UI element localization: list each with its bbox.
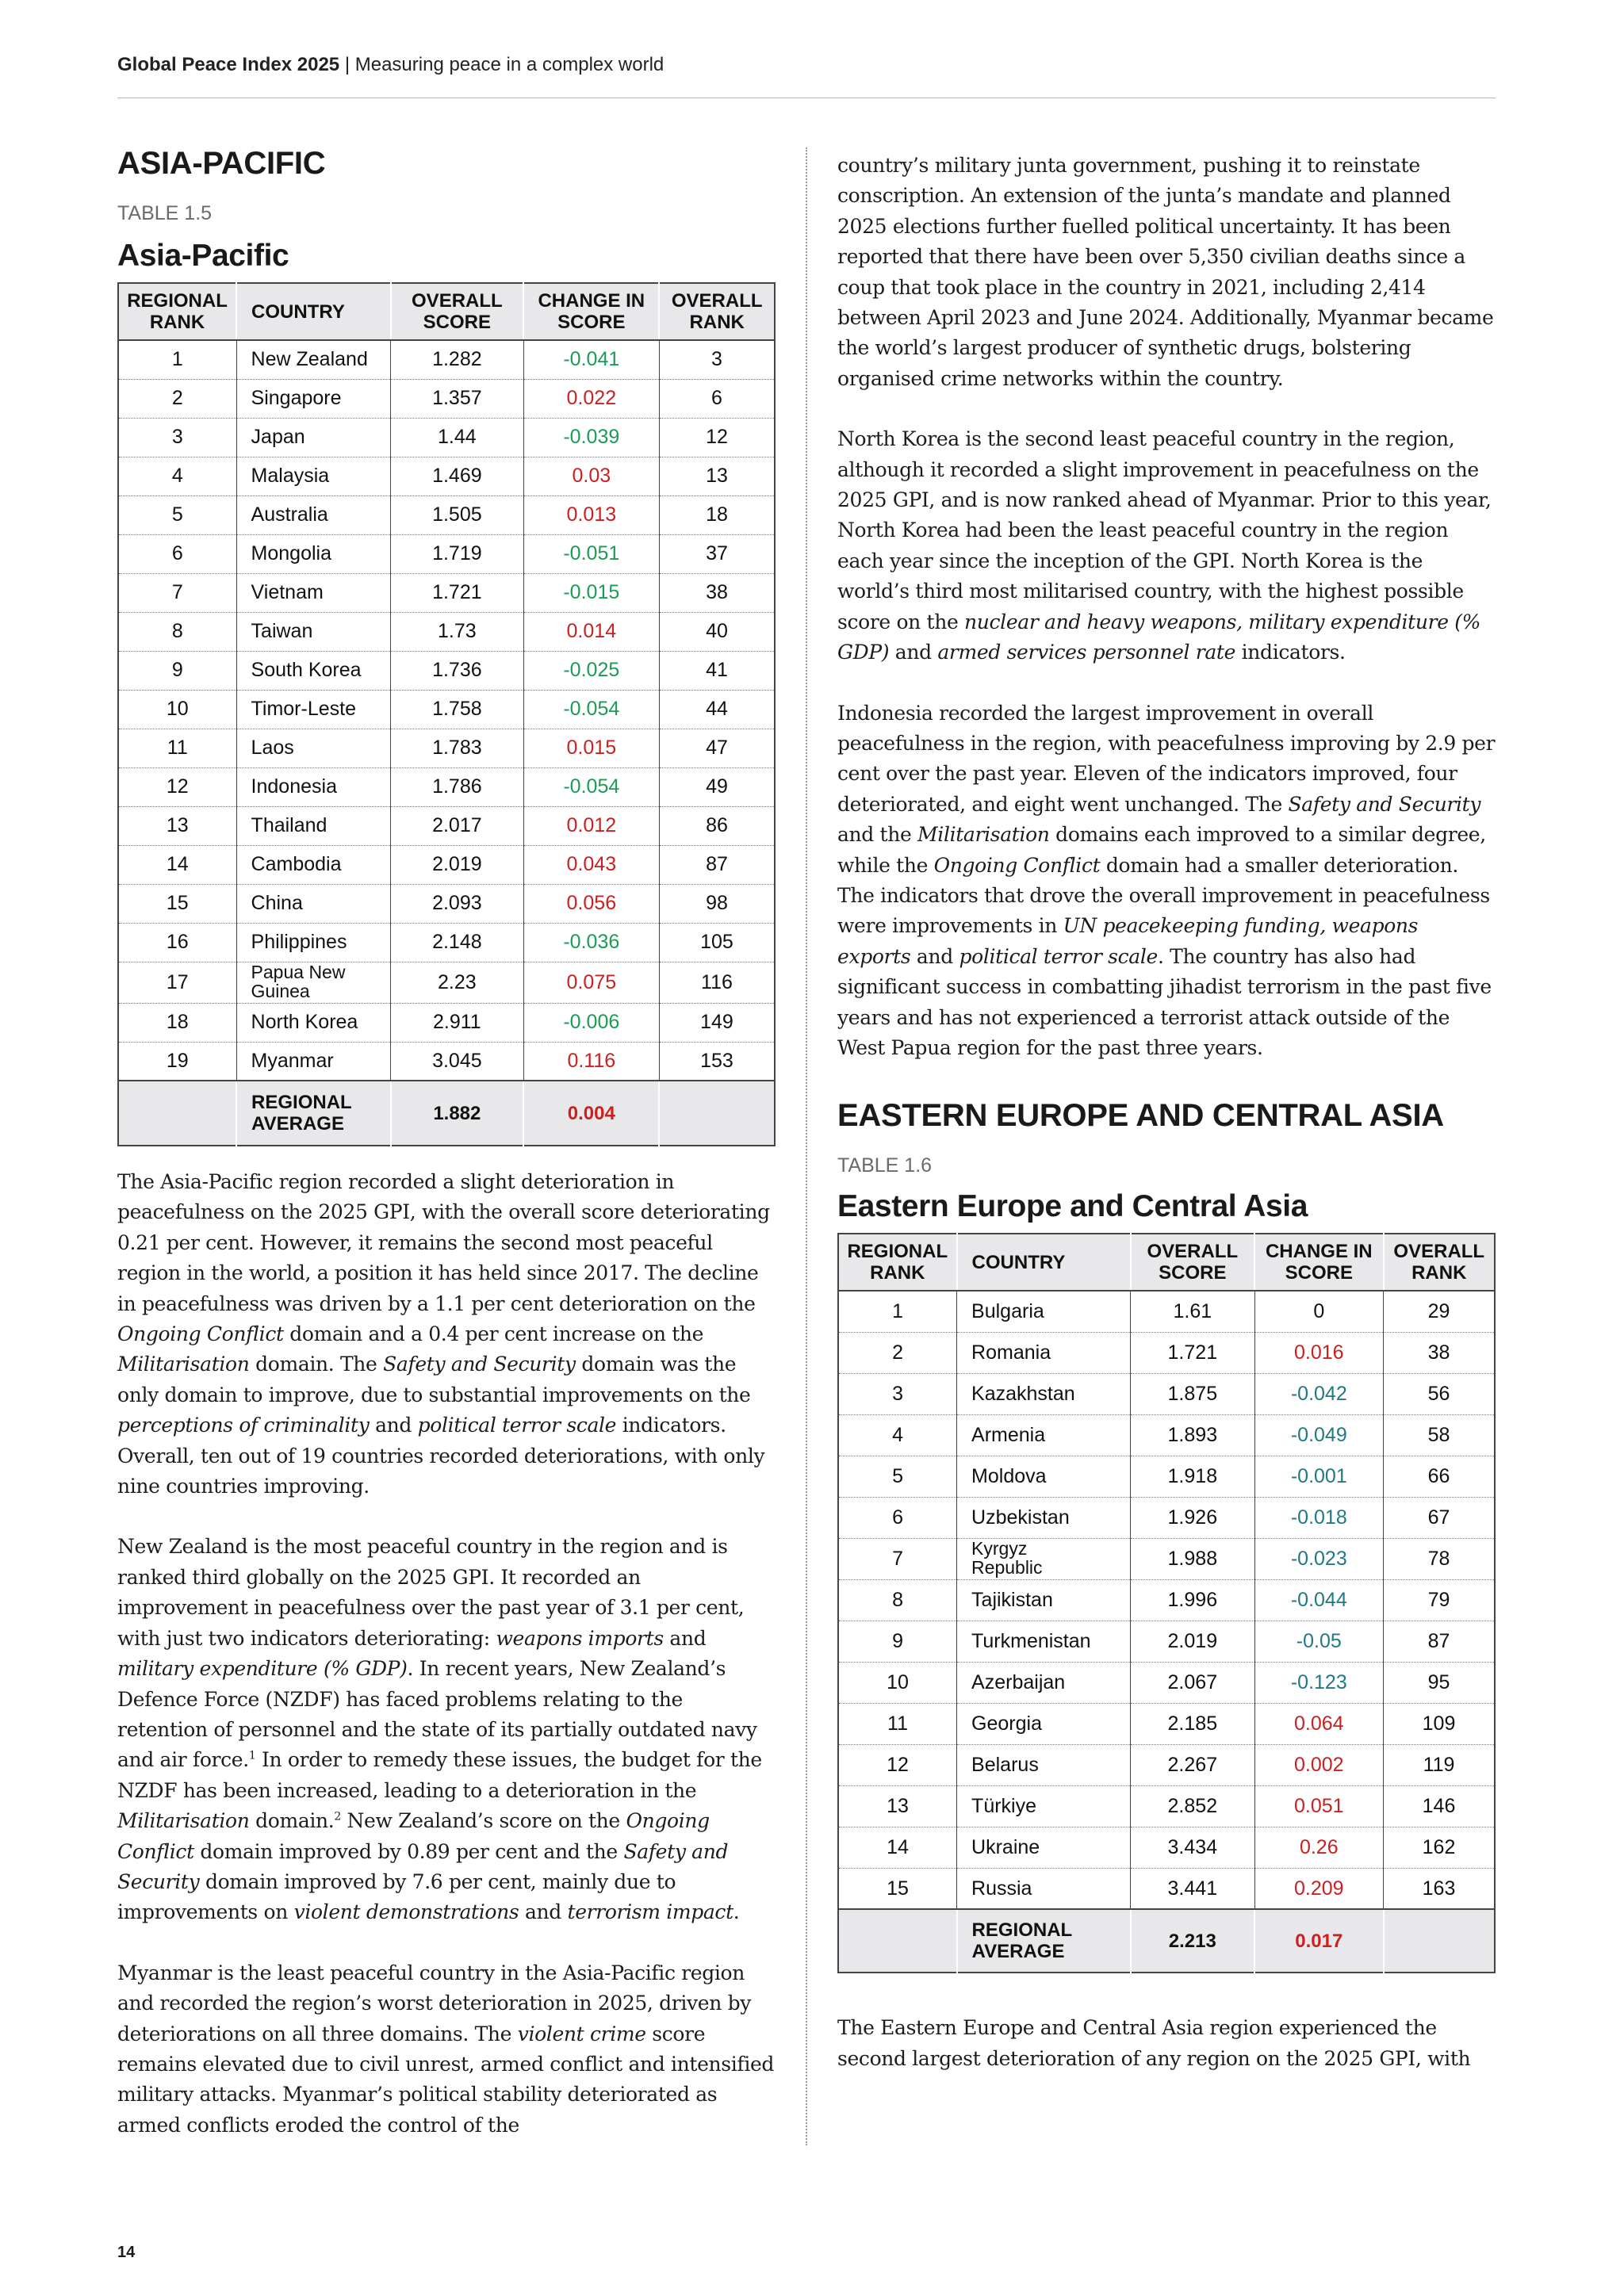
table-row <box>838 1497 1495 1538</box>
overall-score-cell: 1.505 <box>391 496 524 534</box>
table-body <box>838 1291 1495 1909</box>
average-change: 0.004 <box>523 1081 659 1146</box>
country-cell: New Zealand <box>236 340 390 379</box>
col-header-overall-rank: OVERALL RANK <box>659 283 775 340</box>
overall-rank-cell: 38 <box>659 573 775 612</box>
regional-rank-cell: 17 <box>118 962 236 1003</box>
table-row <box>838 1332 1495 1373</box>
overall-score-cell: 1.783 <box>391 729 524 767</box>
closing-paragraph: The Eastern Europe and Central Asia region experienced the second largest deterioration of any region on the 2025 GPI, with <box>837 2016 1471 2070</box>
left-body-text <box>117 1167 776 2141</box>
overall-score-cell: 3.434 <box>1131 1827 1254 1868</box>
country-cell: Vietnam <box>236 573 390 612</box>
col-header-overall-rank: OVERALL RANK <box>1384 1234 1495 1291</box>
table-row <box>838 1373 1495 1414</box>
country-cell: Turkmenistan <box>957 1621 1131 1662</box>
table-row <box>118 457 775 496</box>
country-cell: Timor-Leste <box>236 690 390 729</box>
overall-score-cell: 2.852 <box>1131 1785 1254 1827</box>
overall-rank-cell: 47 <box>659 729 775 767</box>
overall-rank-cell: 146 <box>1384 1785 1495 1827</box>
table-row <box>118 729 775 767</box>
country-cell: South Korea <box>236 651 390 690</box>
regional-rank-cell: 4 <box>838 1414 957 1456</box>
overall-rank-cell: 153 <box>659 1042 775 1081</box>
country-cell: Bulgaria <box>957 1291 1131 1332</box>
table-row <box>838 1579 1495 1621</box>
regional-rank-cell: 8 <box>118 612 236 651</box>
regional-rank-cell: 2 <box>838 1332 957 1373</box>
table-row <box>838 1456 1495 1497</box>
overall-rank-cell: 78 <box>1384 1538 1495 1579</box>
change-in-score-cell: 0.015 <box>523 729 659 767</box>
average-change: 0.017 <box>1254 1909 1383 1973</box>
change-in-score-cell: -0.025 <box>523 651 659 690</box>
right-body-text <box>837 151 1496 1063</box>
regional-rank-cell: 1 <box>118 340 236 379</box>
regional-rank-cell: 15 <box>118 884 236 923</box>
col-header-country: COUNTRY <box>236 283 390 340</box>
change-in-score-cell: -0.05 <box>1254 1621 1383 1662</box>
regional-rank-cell: 13 <box>838 1785 957 1827</box>
table-row <box>118 418 775 457</box>
regional-rank-cell: 4 <box>118 457 236 496</box>
change-in-score-cell: 0.116 <box>523 1042 659 1081</box>
body-paragraph: New Zealand is the most peaceful country in the region and is ranked third globally on the 2025 GPI. It recorded an improvement in peacefulness over the past year of 3.1 per cent, with just two indicators deteriorating: weapons imports and military expenditure (% GDP). In recent years, New Zealand’s Defence Force (NZDF) has faced problems relating to the retention of personnel and the state of its partially outdated navy and air force.$^1$ In order to remedy these issues, the budget for the NZDF has been increased, leading to a deterioration in the Militarisation domain.$^2$ New Zealand’s score on the Ongoing Conflict domain improved by 0.89 per cent and the Safety and Security domain improved by 7.6 per cent, mainly due to improvements on violent demonstrations and terrorism impact. <box>117 1535 762 1924</box>
change-in-score-cell: 0.056 <box>523 884 659 923</box>
table-row <box>118 923 775 962</box>
average-label: REGIONAL AVERAGE <box>236 1081 390 1146</box>
regional-rank-cell: 7 <box>838 1538 957 1579</box>
change-in-score-cell: 0.013 <box>523 496 659 534</box>
table-row <box>838 1744 1495 1785</box>
overall-rank-cell: 29 <box>1384 1291 1495 1332</box>
country-cell: Türkiye <box>957 1785 1131 1827</box>
col-header-change-in-score: CHANGE IN SCORE <box>523 283 659 340</box>
change-in-score-cell: 0.064 <box>1254 1703 1383 1744</box>
overall-score-cell: 1.918 <box>1131 1456 1254 1497</box>
overall-rank-cell: 79 <box>1384 1579 1495 1621</box>
table-row <box>838 1827 1495 1868</box>
overall-score-cell: 1.786 <box>391 767 524 806</box>
overall-rank-cell: 87 <box>659 845 775 884</box>
overall-score-cell: 2.067 <box>1131 1662 1254 1703</box>
overall-score-cell: 1.996 <box>1131 1579 1254 1621</box>
regional-rank-cell: 11 <box>838 1703 957 1744</box>
change-in-score-cell: 0 <box>1254 1291 1383 1332</box>
overall-rank-cell: 38 <box>1384 1332 1495 1373</box>
right-column <box>837 151 1496 2074</box>
overall-score-cell: 1.73 <box>391 612 524 651</box>
regional-rank-cell: 10 <box>118 690 236 729</box>
overall-rank-cell: 95 <box>1384 1662 1495 1703</box>
change-in-score-cell: -0.023 <box>1254 1538 1383 1579</box>
overall-score-cell: 1.719 <box>391 534 524 573</box>
change-in-score-cell: 0.075 <box>523 962 659 1003</box>
regional-average-row <box>838 1909 1495 1973</box>
regional-rank-cell: 3 <box>118 418 236 457</box>
table-row <box>118 1003 775 1042</box>
overall-score-cell: 1.61 <box>1131 1291 1254 1332</box>
asia-pacific-table <box>117 282 776 1146</box>
change-in-score-cell: 0.03 <box>523 457 659 496</box>
col-header-regional-rank: REGIONAL RANK <box>118 283 236 340</box>
table-header-row <box>118 283 775 340</box>
overall-rank-cell: 86 <box>659 806 775 845</box>
regional-rank-cell: 8 <box>838 1579 957 1621</box>
change-in-score-cell: 0.022 <box>523 379 659 418</box>
column-divider <box>806 147 807 2145</box>
country-cell: Papua New Guinea <box>236 962 390 1003</box>
regional-rank-cell: 3 <box>838 1373 957 1414</box>
regional-rank-cell: 5 <box>118 496 236 534</box>
overall-score-cell: 1.721 <box>391 573 524 612</box>
overall-rank-cell: 66 <box>1384 1456 1495 1497</box>
average-overall-rank-cell <box>1384 1909 1495 1973</box>
overall-rank-cell: 105 <box>659 923 775 962</box>
change-in-score-cell: -0.018 <box>1254 1497 1383 1538</box>
overall-rank-cell: 149 <box>659 1003 775 1042</box>
change-in-score-cell: -0.051 <box>523 534 659 573</box>
overall-score-cell: 2.23 <box>391 962 524 1003</box>
table-row <box>118 379 775 418</box>
overall-score-cell: 2.185 <box>1131 1703 1254 1744</box>
regional-rank-cell: 16 <box>118 923 236 962</box>
regional-rank-cell: 11 <box>118 729 236 767</box>
table-row <box>118 534 775 573</box>
section-heading-asia-pacific: ASIA-PACIFIC <box>117 146 326 181</box>
table-row <box>838 1703 1495 1744</box>
table-row <box>118 496 775 534</box>
overall-rank-cell: 37 <box>659 534 775 573</box>
table-label: TABLE 1.5 <box>117 202 213 224</box>
overall-rank-cell: 109 <box>1384 1703 1495 1744</box>
change-in-score-cell: 0.26 <box>1254 1827 1383 1868</box>
overall-score-cell: 2.148 <box>391 923 524 962</box>
average-label: REGIONAL AVERAGE <box>957 1909 1131 1973</box>
table-row <box>118 612 775 651</box>
table-row <box>838 1785 1495 1827</box>
change-in-score-cell: -0.054 <box>523 690 659 729</box>
table-row <box>838 1291 1495 1332</box>
table-row <box>118 340 775 379</box>
regional-rank-cell: 14 <box>118 845 236 884</box>
change-in-score-cell: -0.039 <box>523 418 659 457</box>
country-cell: Australia <box>236 496 390 534</box>
overall-score-cell: 1.988 <box>1131 1538 1254 1579</box>
table-row <box>118 651 775 690</box>
overall-rank-cell: 58 <box>1384 1414 1495 1456</box>
regional-rank-cell: 15 <box>887 1877 909 1900</box>
overall-score-cell: 1.893 <box>1131 1414 1254 1456</box>
change-in-score-cell: 0.014 <box>523 612 659 651</box>
country-cell: North Korea <box>236 1003 390 1042</box>
regional-rank-cell: 13 <box>118 806 236 845</box>
table-title: Asia-Pacific <box>117 239 289 273</box>
change-in-score-cell: 0.002 <box>1254 1744 1383 1785</box>
average-rank-cell <box>838 1909 957 1973</box>
change-in-score-cell: 0.051 <box>1254 1785 1383 1827</box>
overall-rank-cell: 56 <box>1384 1373 1495 1414</box>
regional-rank-cell: 9 <box>118 651 236 690</box>
country-cell: Belarus <box>957 1744 1131 1785</box>
overall-rank-cell: 98 <box>659 884 775 923</box>
overall-rank-cell: 119 <box>1384 1744 1495 1785</box>
col-header-regional-rank: REGIONAL RANK <box>838 1234 957 1291</box>
country-cell: Cambodia <box>236 845 390 884</box>
left-column <box>117 141 776 2141</box>
overall-score-cell: 1.926 <box>1131 1497 1254 1538</box>
body-paragraph: Myanmar is the least peaceful country in the Asia-Pacific region and recorded the region’s worst deterioration in 2025, driven by deteriorations on all three domains. The violent crime score remains elevated due to civil unrest, armed conflict and intensified military attacks. Myanmar’s political stability deteriorated as armed conflicts eroded the control of the <box>117 1961 775 2137</box>
country-cell: Japan <box>236 418 390 457</box>
country-cell: Kyrgyz Republic <box>957 1538 1131 1579</box>
regional-rank-cell: 19 <box>166 1049 189 1072</box>
change-in-score-cell: -0.123 <box>1254 1662 1383 1703</box>
overall-rank-cell: 3 <box>659 340 775 379</box>
body-paragraph: Indonesia recorded the largest improvement in overall peacefulness in the region, with peacefulness improving by 2.9 per cent over the past year. Eleven of the indicators improved, four deteriorated, and eight went unchanged. The Safety and Security and the Militarisation domains each improved to a similar degree, while the Ongoing Conflict domain had a smaller deterioration. The indicators that drove the overall improvement in peacefulness were improvements in UN peacekeeping funding, weapons exports and political terror scale. The country has also had significant success in combatting jihadist terrorism in the past five years and has not experienced a terrorist attack outside of the West Papua region for the past three years. <box>837 701 1496 1059</box>
overall-rank-cell: 87 <box>1384 1621 1495 1662</box>
overall-score-cell: 2.019 <box>391 845 524 884</box>
overall-score-cell: 3.441 <box>1131 1868 1254 1909</box>
body-paragraph: North Korea is the second least peaceful country in the region, although it recorded a slight improvement in peacefulness on the 2025 GPI, and is now ranked ahead of Myanmar. Prior to this year, North Korea had been the least peaceful country in the region each year since the inception of the GPI. North Korea is the world’s third most militarised country, with the highest possible score on the nuclear and heavy weapons, military expenditure (% GDP) and armed services personnel rate indicators. <box>837 427 1492 664</box>
country-cell: Myanmar <box>236 1042 390 1081</box>
overall-rank-cell: 13 <box>659 457 775 496</box>
regional-rank-cell: 12 <box>838 1744 957 1785</box>
table-row <box>118 845 775 884</box>
country-cell: Mongolia <box>236 534 390 573</box>
change-in-score-cell: -0.044 <box>1254 1579 1383 1621</box>
change-in-score-cell: -0.042 <box>1254 1373 1383 1414</box>
regional-rank-cell: 14 <box>838 1827 957 1868</box>
regional-rank-cell: 9 <box>838 1621 957 1662</box>
change-in-score-cell: -0.015 <box>523 573 659 612</box>
table-row <box>118 690 775 729</box>
change-in-score-cell: 0.209 <box>1254 1868 1383 1909</box>
body-paragraph: country’s military junta government, pushing it to reinstate conscription. An extension of the junta’s mandate and planned 2025 elections further fuelled political uncertainty. It has been reported that there have been over 5,350 civilian deaths since a coup that took place in the country in 2021, including 2,414 between April 2023 and June 2024. Additionally, Myanmar became the world’s largest producer of synthetic drugs, bolstering organised crime networks within the country. <box>837 154 1494 390</box>
overall-score-cell: 1.44 <box>391 418 524 457</box>
report-subtitle: Measuring peace in a complex world <box>354 54 665 75</box>
country-cell: Laos <box>236 729 390 767</box>
overall-score-cell: 1.357 <box>391 379 524 418</box>
overall-rank-cell: 12 <box>659 418 775 457</box>
average-score: 1.882 <box>391 1081 524 1146</box>
country-cell: Philippines <box>236 923 390 962</box>
country-cell: Georgia <box>957 1703 1131 1744</box>
country-cell: Armenia <box>957 1414 1131 1456</box>
overall-score-cell: 1.758 <box>391 690 524 729</box>
col-header-change-in-score: CHANGE IN SCORE <box>1254 1234 1383 1291</box>
col-header-overall-score: OVERALL SCORE <box>1131 1234 1254 1291</box>
change-in-score-cell: 0.043 <box>523 845 659 884</box>
table-row <box>838 1414 1495 1456</box>
overall-score-cell: 3.045 <box>391 1042 524 1081</box>
overall-score-cell: 1.875 <box>1131 1373 1254 1414</box>
country-cell: Ukraine <box>957 1827 1131 1868</box>
regional-rank-cell: 6 <box>118 534 236 573</box>
header-separator: | <box>344 54 350 75</box>
table-header-row <box>838 1234 1495 1291</box>
overall-rank-cell: 49 <box>659 767 775 806</box>
running-head <box>117 54 664 76</box>
country-cell: Azerbaijan <box>957 1662 1131 1703</box>
overall-rank-cell: 116 <box>659 962 775 1003</box>
country-cell: Moldova <box>957 1456 1131 1497</box>
regional-rank-cell: 2 <box>118 379 236 418</box>
change-in-score-cell: -0.001 <box>1254 1456 1383 1497</box>
regional-rank-cell: 5 <box>838 1456 957 1497</box>
country-cell: Malaysia <box>236 457 390 496</box>
table-row <box>118 962 775 1003</box>
country-cell: Indonesia <box>236 767 390 806</box>
overall-score-cell: 2.017 <box>391 806 524 845</box>
overall-score-cell: 1.721 <box>1131 1332 1254 1373</box>
overall-rank-cell: 44 <box>659 690 775 729</box>
table-row <box>118 767 775 806</box>
table-row <box>838 1868 1495 1909</box>
table-row <box>118 1042 775 1081</box>
table-row <box>118 806 775 845</box>
average-overall-rank-cell <box>659 1081 775 1146</box>
col-header-country: COUNTRY <box>957 1234 1131 1291</box>
average-score: 2.213 <box>1131 1909 1254 1973</box>
country-cell: Romania <box>957 1332 1131 1373</box>
overall-rank-cell: 67 <box>1384 1497 1495 1538</box>
country-cell: Thailand <box>236 806 390 845</box>
average-rank-cell <box>118 1081 236 1146</box>
country-cell: China <box>236 884 390 923</box>
section-heading-eastern-europe: EASTERN EUROPE AND CENTRAL ASIA <box>837 1098 1444 1134</box>
table-row <box>838 1621 1495 1662</box>
table-row <box>838 1538 1495 1579</box>
change-in-score-cell: -0.049 <box>1254 1414 1383 1456</box>
report-title: Global Peace Index 2025 <box>117 54 340 75</box>
country-cell: Tajikistan <box>957 1579 1131 1621</box>
country-cell: Singapore <box>236 379 390 418</box>
page-number: 14 <box>117 2244 136 2261</box>
overall-rank-cell: 163 <box>1384 1868 1495 1909</box>
regional-rank-cell: 12 <box>118 767 236 806</box>
col-header-overall-score: OVERALL SCORE <box>391 283 524 340</box>
body-paragraph: The Asia-Pacific region recorded a slight deterioration in peacefulness on the 2025 GPI, with the overall score deteriorating 0.21 per cent. However, it remains the second most peaceful region in the world, a position it has held since 2017. The decline in peacefulness was driven by a 1.1 per cent deterioration on the Ongoing Conflict domain and a 0.4 per cent increase on the Militarisation domain. The Safety and Security domain was the only domain to improve, due to substantial improvements on the perceptions of criminality and political terror scale indicators. Overall, ten out of 19 countries recorded deteriorations, with only nine countries improving. <box>117 1170 770 1498</box>
eastern-europe-table <box>837 1233 1496 1973</box>
table-body <box>118 340 775 1081</box>
change-in-score-cell: 0.012 <box>523 806 659 845</box>
table-label: TABLE 1.6 <box>837 1154 933 1177</box>
overall-score-cell: 2.019 <box>1131 1621 1254 1662</box>
country-cell: Kazakhstan <box>957 1373 1131 1414</box>
table-row <box>118 884 775 923</box>
table-row <box>118 573 775 612</box>
overall-rank-cell: 40 <box>659 612 775 651</box>
change-in-score-cell: -0.054 <box>523 767 659 806</box>
country-cell: Russia <box>957 1868 1131 1909</box>
regional-average-row <box>118 1081 775 1146</box>
table-row <box>838 1662 1495 1703</box>
overall-score-cell: 1.282 <box>391 340 524 379</box>
change-in-score-cell: 0.016 <box>1254 1332 1383 1373</box>
overall-rank-cell: 6 <box>659 379 775 418</box>
regional-rank-cell: 7 <box>118 573 236 612</box>
overall-score-cell: 2.267 <box>1131 1744 1254 1785</box>
change-in-score-cell: -0.041 <box>523 340 659 379</box>
overall-score-cell: 1.736 <box>391 651 524 690</box>
regional-rank-cell: 10 <box>838 1662 957 1703</box>
table-title: Eastern Europe and Central Asia <box>837 1189 1308 1224</box>
regional-rank-cell: 1 <box>838 1291 957 1332</box>
overall-score-cell: 2.093 <box>391 884 524 923</box>
change-in-score-cell: -0.036 <box>523 923 659 962</box>
overall-score-cell: 2.911 <box>391 1003 524 1042</box>
country-cell: Uzbekistan <box>957 1497 1131 1538</box>
overall-rank-cell: 162 <box>1384 1827 1495 1868</box>
overall-rank-cell: 41 <box>659 651 775 690</box>
change-in-score-cell: -0.006 <box>523 1003 659 1042</box>
overall-score-cell: 1.469 <box>391 457 524 496</box>
overall-rank-cell: 18 <box>659 496 775 534</box>
country-cell: Taiwan <box>236 612 390 651</box>
regional-rank-cell: 6 <box>838 1497 957 1538</box>
regional-rank-cell: 18 <box>118 1003 236 1042</box>
